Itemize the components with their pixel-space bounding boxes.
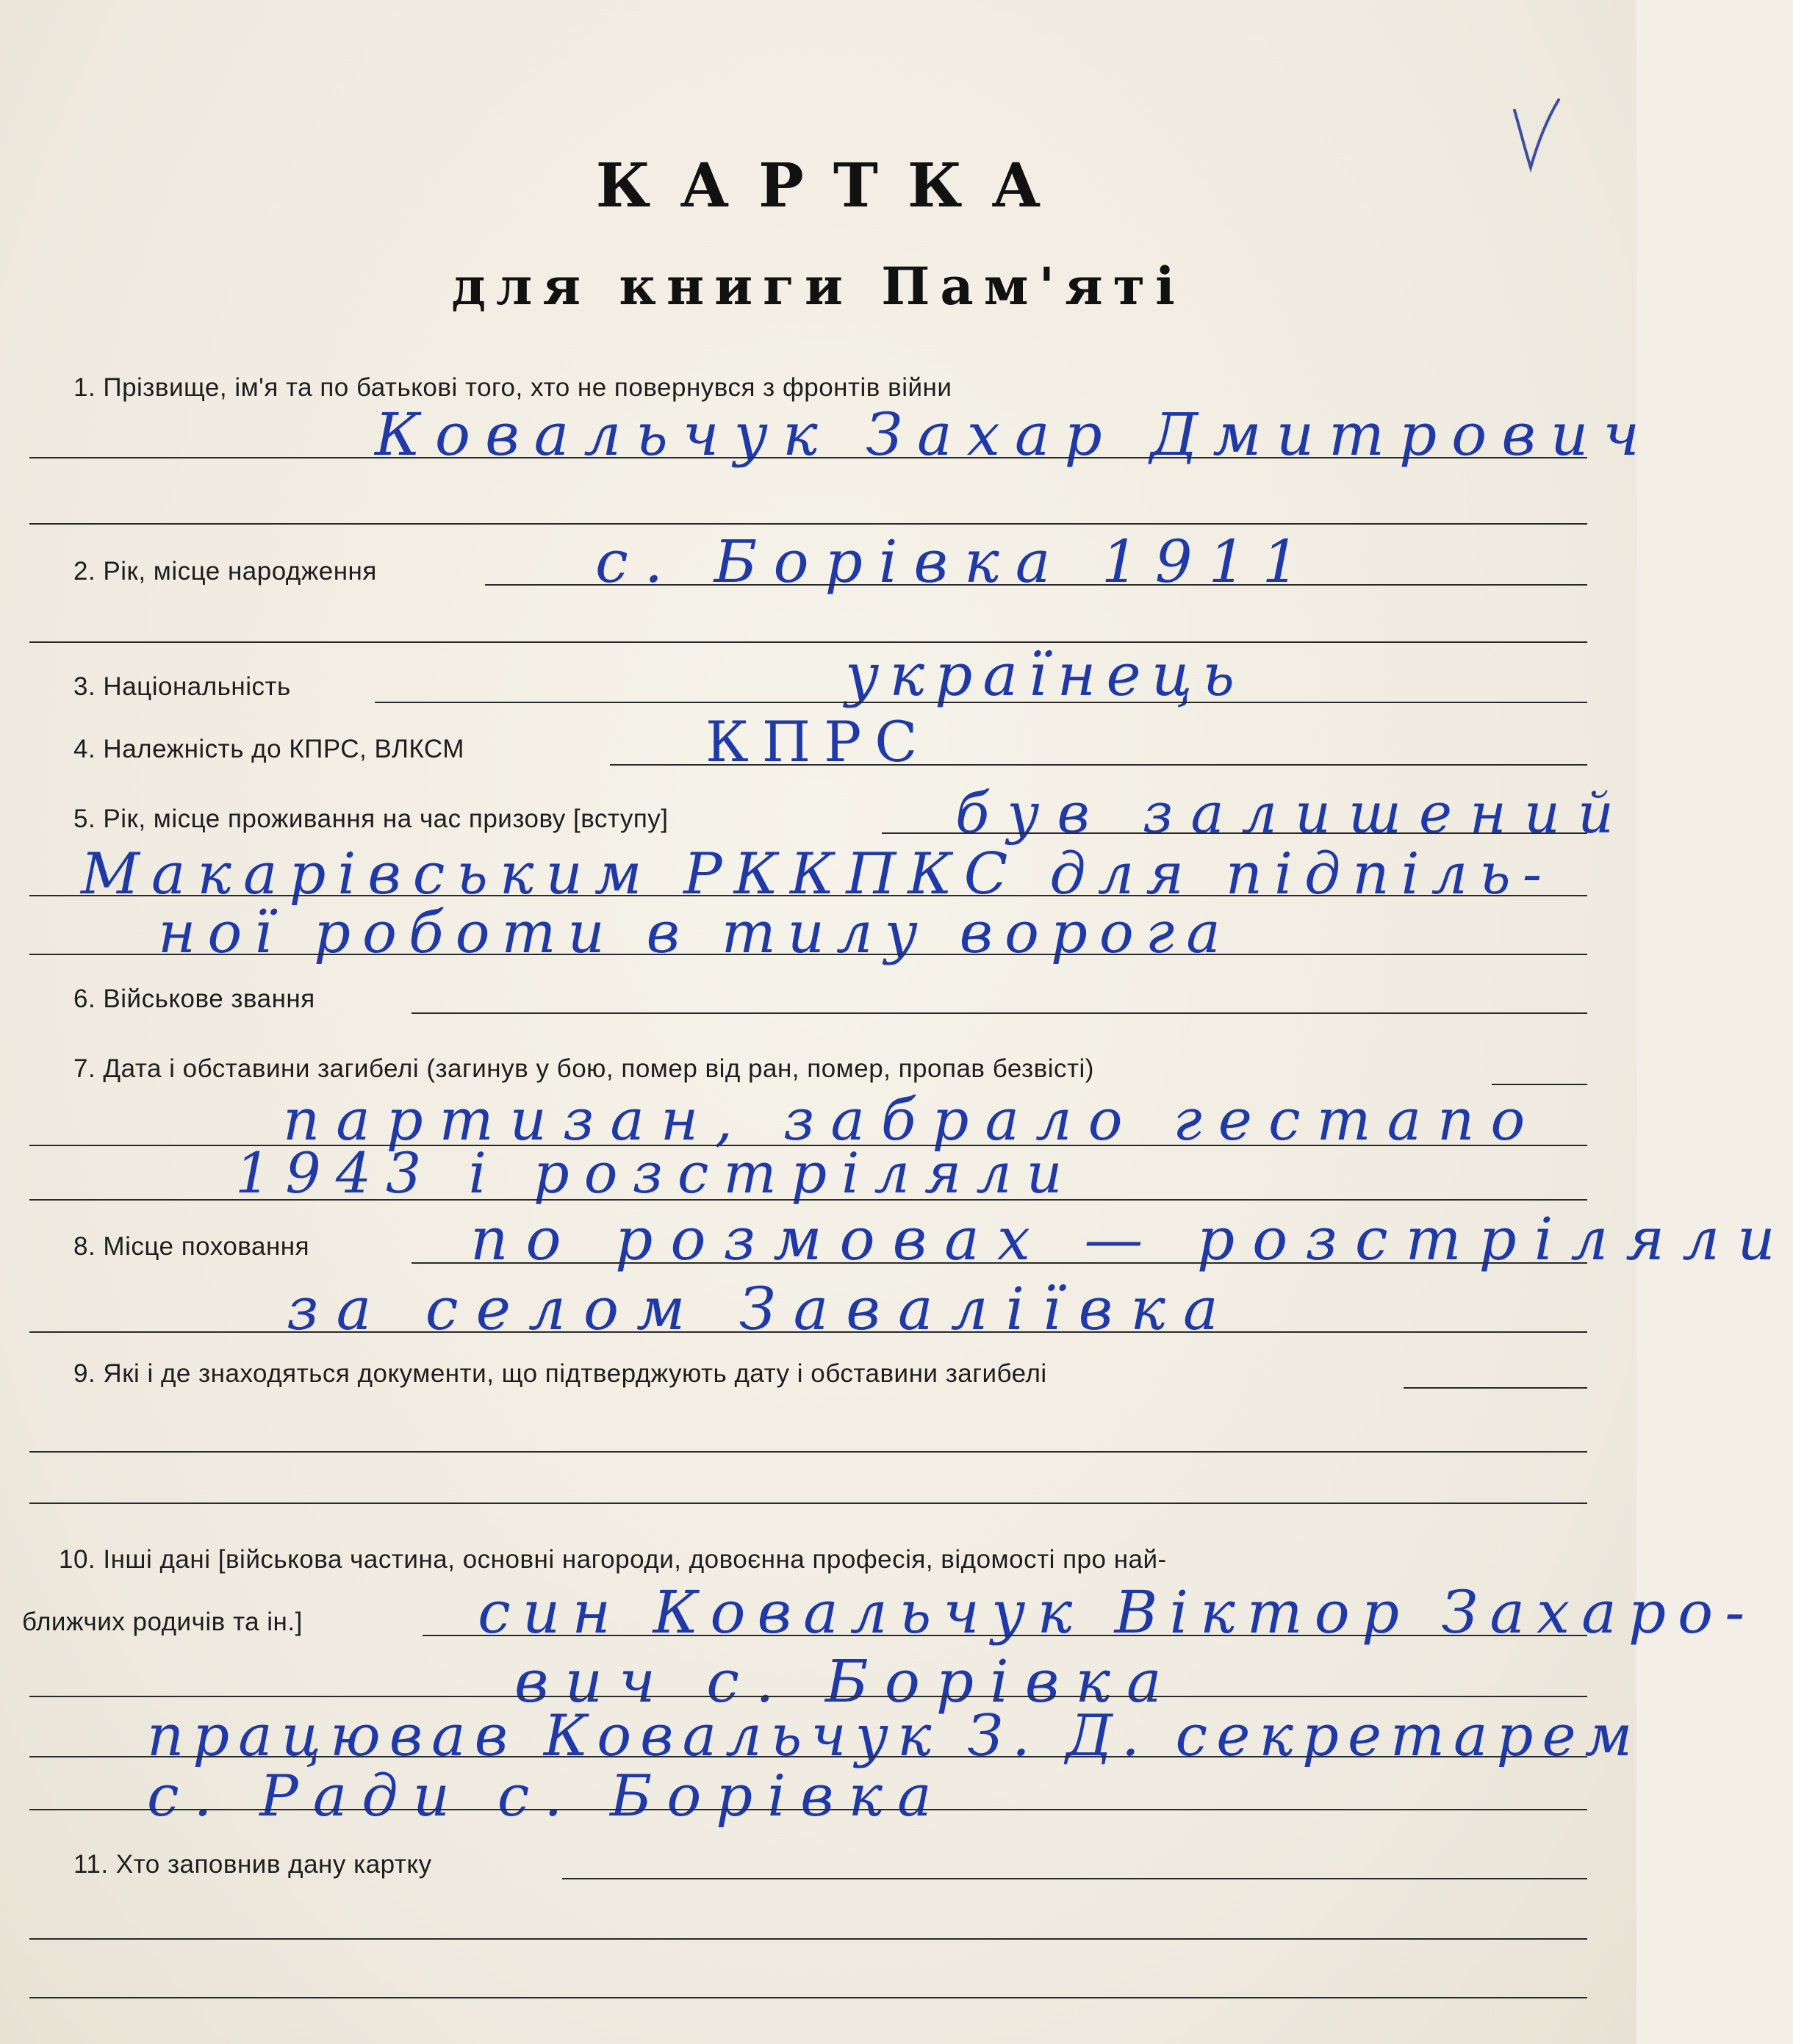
field-4-rule bbox=[610, 764, 1587, 766]
field-2-label: 2. Рік, місце народження bbox=[73, 557, 377, 586]
card-title: КАРТКА bbox=[595, 151, 1071, 221]
field-5-value-line-3: ної роботи в тилу ворога bbox=[158, 900, 1232, 966]
field-8-rule bbox=[412, 1262, 1587, 1264]
field-10-value-line-3: працював Ковальчук З. Д. секретарем bbox=[147, 1703, 1642, 1769]
field-2-rule-2 bbox=[29, 641, 1587, 643]
field-3-label: 3. Національність bbox=[73, 672, 291, 701]
field-8-value-line-2: за селом Заваліївка bbox=[287, 1275, 1236, 1343]
field-9-rule bbox=[1404, 1387, 1587, 1389]
field-1-label: 1. Прізвище, ім'я та по батькові того, хто не повернувся з фронтів війни bbox=[73, 373, 952, 402]
field-5-rule-2 bbox=[29, 895, 1587, 896]
field-5-rule bbox=[882, 832, 1587, 834]
field-11-label: 11. Хто заповнив дану картку bbox=[73, 1850, 432, 1879]
field-11-rule-2 bbox=[29, 1938, 1587, 1940]
field-3-value: українець bbox=[845, 641, 1246, 709]
field-10-label-line-1: 10. Інші дані [військова частина, основні нагороди, довоєнна професія, відомості про най- bbox=[59, 1545, 1167, 1574]
field-10-value-line-4: с. Ради с. Борівка bbox=[147, 1763, 946, 1829]
field-3-rule bbox=[375, 702, 1587, 703]
field-5-value-line-2: Макарівським РККПКС для підпіль- bbox=[81, 841, 1554, 907]
field-7-value-line-2: 1943 і розстріляли bbox=[235, 1140, 1077, 1206]
field-10-value-line-1: син Ковальчук Віктор Захаро- bbox=[478, 1578, 1757, 1647]
field-11-rule bbox=[562, 1878, 1587, 1879]
field-10-label-line-2: ближчих родичів та ін.] bbox=[22, 1608, 303, 1636]
field-6-label: 6. Військове звання bbox=[73, 985, 315, 1013]
field-9-rule-2 bbox=[29, 1451, 1587, 1453]
field-1-rule bbox=[29, 457, 1587, 458]
field-8-label: 8. Місце поховання bbox=[73, 1232, 310, 1261]
field-4-value: КПРС bbox=[705, 709, 931, 774]
field-10-rule-3 bbox=[29, 1756, 1587, 1757]
field-8-rule-2 bbox=[29, 1331, 1587, 1333]
field-4-label: 4. Належність до КПРС, ВЛКСМ bbox=[73, 735, 464, 763]
field-2-value: с. Борівка 1911 bbox=[595, 528, 1316, 596]
field-10-value-line-2: вич с. Борівка bbox=[514, 1647, 1178, 1716]
field-9-rule-3 bbox=[29, 1503, 1587, 1504]
field-2-rule bbox=[485, 584, 1587, 586]
field-10-rule-2 bbox=[29, 1696, 1587, 1697]
field-9-label: 9. Які і де знаходяться документи, що підтверджують дату і обставини загибелі bbox=[73, 1359, 1047, 1388]
field-11-rule-3 bbox=[29, 1997, 1587, 1998]
field-1-value: Ковальчук Захар Дмитрович bbox=[375, 400, 1655, 469]
field-7-value-line-1: партизан, забрало гестапо bbox=[283, 1087, 1542, 1154]
field-6-rule bbox=[412, 1012, 1587, 1014]
field-5-value-line-1: був залишений bbox=[955, 780, 1631, 846]
field-1-rule-2 bbox=[29, 523, 1587, 525]
field-8-value-line-1: по розмовах — розстріляли bbox=[470, 1205, 1793, 1273]
field-7-label: 7. Дата і обставини загибелі (загинув у бою, помер від ран, помер, пропав безвісті) bbox=[73, 1054, 1094, 1083]
field-7-rule bbox=[1492, 1084, 1587, 1085]
field-5-label: 5. Рік, місце проживання на час призову [вступу] bbox=[73, 805, 669, 833]
field-10-rule bbox=[423, 1635, 1587, 1636]
field-10-rule-4 bbox=[29, 1809, 1587, 1810]
field-5-rule-3 bbox=[29, 954, 1587, 955]
card-subtitle: для книги Пам'яті bbox=[451, 256, 1185, 317]
field-7-rule-3 bbox=[29, 1199, 1587, 1201]
